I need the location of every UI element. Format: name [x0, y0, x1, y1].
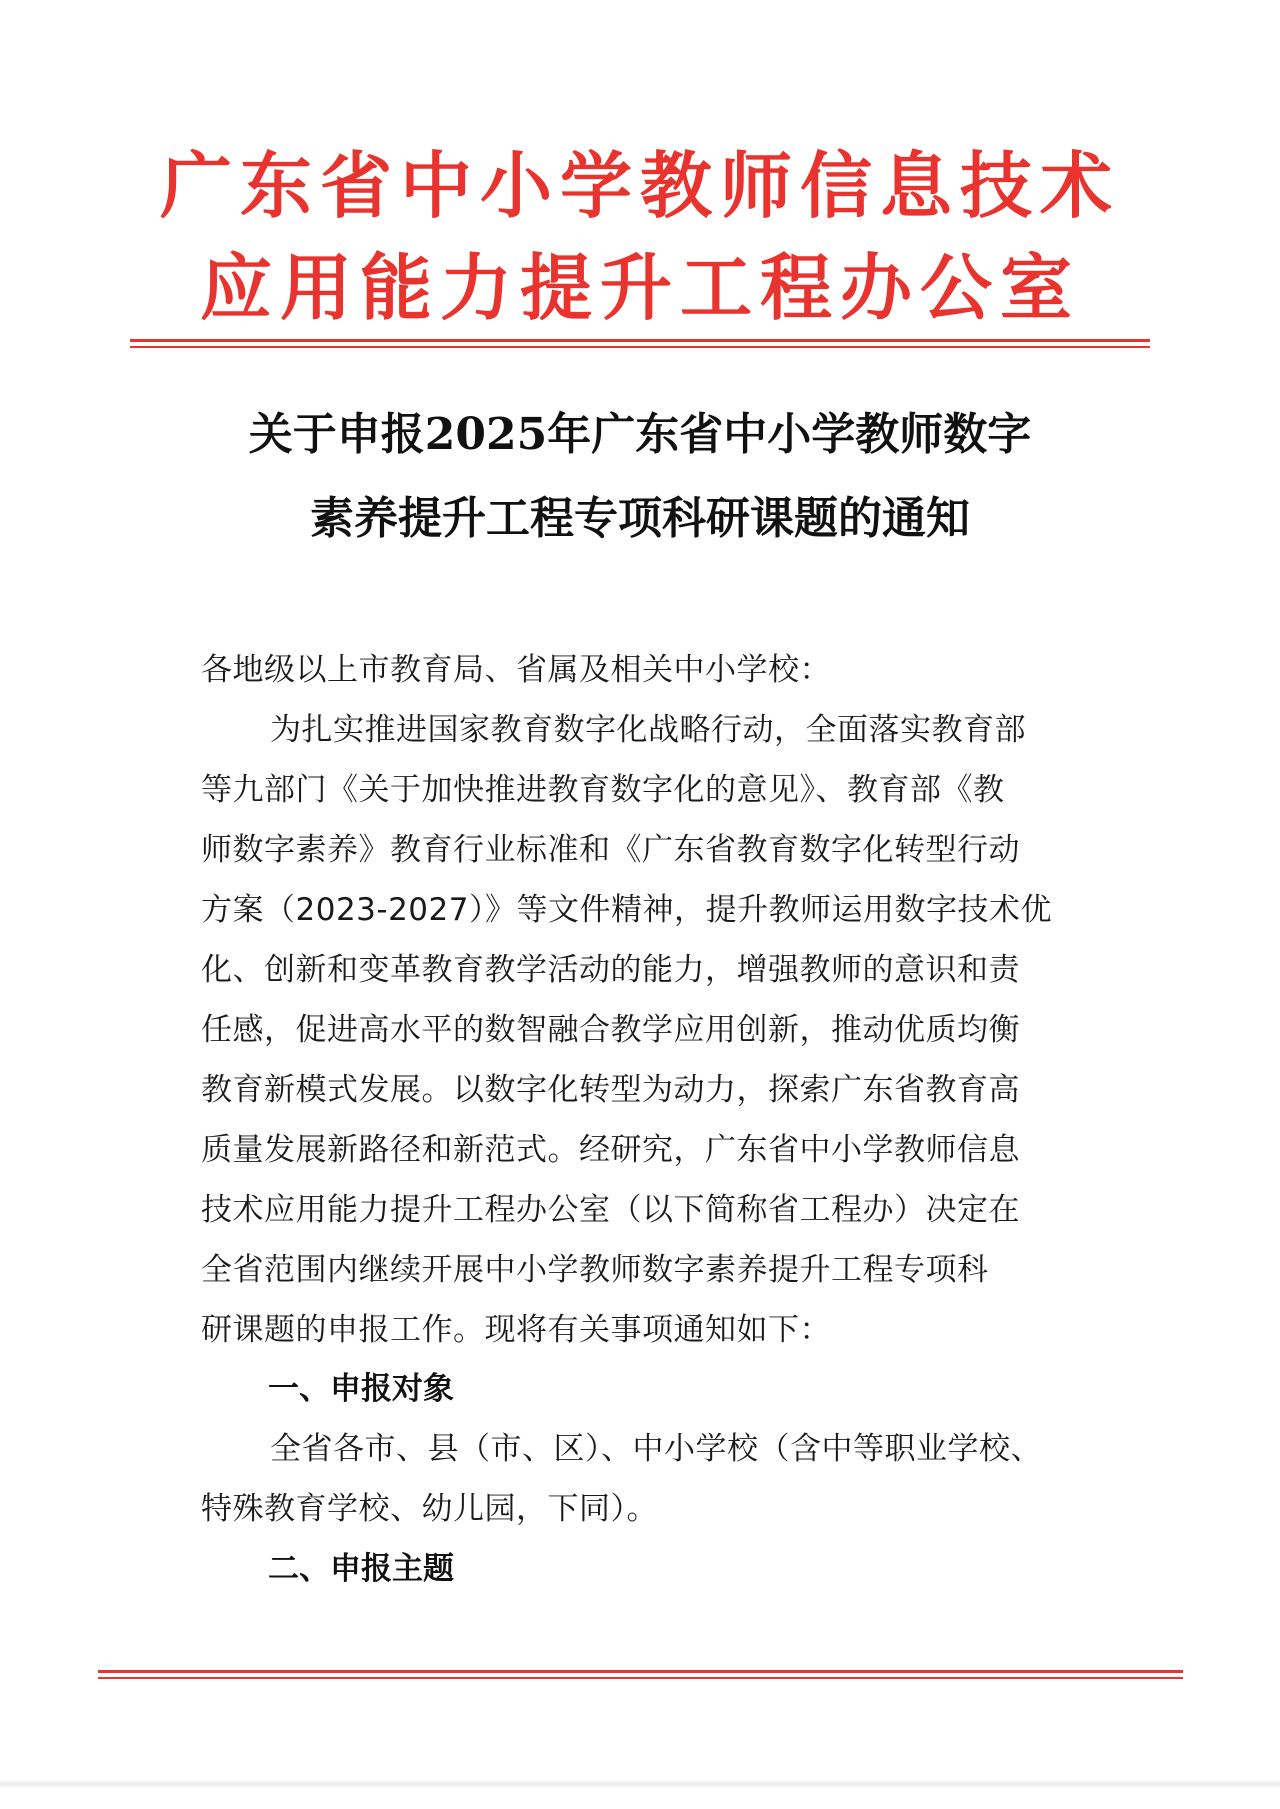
paragraph-line: 方案（2023-2027）》等文件精神，提升教师运用数字技术优 — [201, 892, 1052, 928]
document-title-line-1: 关于申报2025年广东省中小学教师数字 — [248, 409, 1032, 460]
paragraph-line: 为扎实推进国家教育数字化战略行动，全面落实教育部 — [270, 712, 1026, 748]
red-divider-bottom-thick — [98, 1670, 1183, 1673]
paragraph-line: 技术应用能力提升工程办公室（以下简称省工程办）决定在 — [201, 1192, 1020, 1228]
issuing-office-line-2: 应用能力提升工程办公室 — [199, 245, 1080, 330]
document-title-line-2: 素养提升工程专项科研课题的通知 — [310, 493, 970, 544]
paragraph-line: 化、创新和变革教育教学活动的能力，增强教师的意识和责 — [201, 952, 1020, 988]
issuing-office-line-1: 广东省中小学教师信息技术 — [159, 143, 1120, 228]
paragraph-line: 教育新模式发展。以数字化转型为动力，探索广东省教育高 — [201, 1072, 1020, 1108]
red-divider-bottom-thin — [98, 1677, 1183, 1679]
scan-edge-shadow — [0, 1780, 1280, 1788]
paragraph-line: 全省各市、县（市、区）、中小学校（含中等职业学校、 — [270, 1431, 1042, 1467]
paragraph-line: 等九部门《关于加快推进教育数字化的意见》、教育部《教 — [201, 772, 1005, 808]
section-2-heading: 二、申报主题 — [268, 1551, 454, 1587]
paragraph-line: 质量发展新路径和新范式。经研究，广东省中小学教师信息 — [201, 1132, 1020, 1168]
red-divider-top-thick — [130, 339, 1150, 342]
section-1-heading: 一、申报对象 — [268, 1371, 454, 1407]
paragraph-line: 全省范围内继续开展中小学教师数字素养提升工程专项科 — [201, 1252, 989, 1288]
paragraph-line: 特殊教育学校、幼儿园，下同）。 — [201, 1491, 658, 1527]
salutation: 各地级以上市教育局、省属及相关中小学校： — [201, 652, 831, 688]
paragraph-line: 研课题的申报工作。现将有关事项通知如下： — [201, 1312, 831, 1348]
red-divider-top-thin — [130, 346, 1150, 348]
paragraph-line: 任感，促进高水平的数智融合教学应用创新，推动优质均衡 — [201, 1012, 1020, 1048]
paragraph-line: 师数字素养》教育行业标准和《广东省教育数字化转型行动 — [201, 832, 1020, 868]
